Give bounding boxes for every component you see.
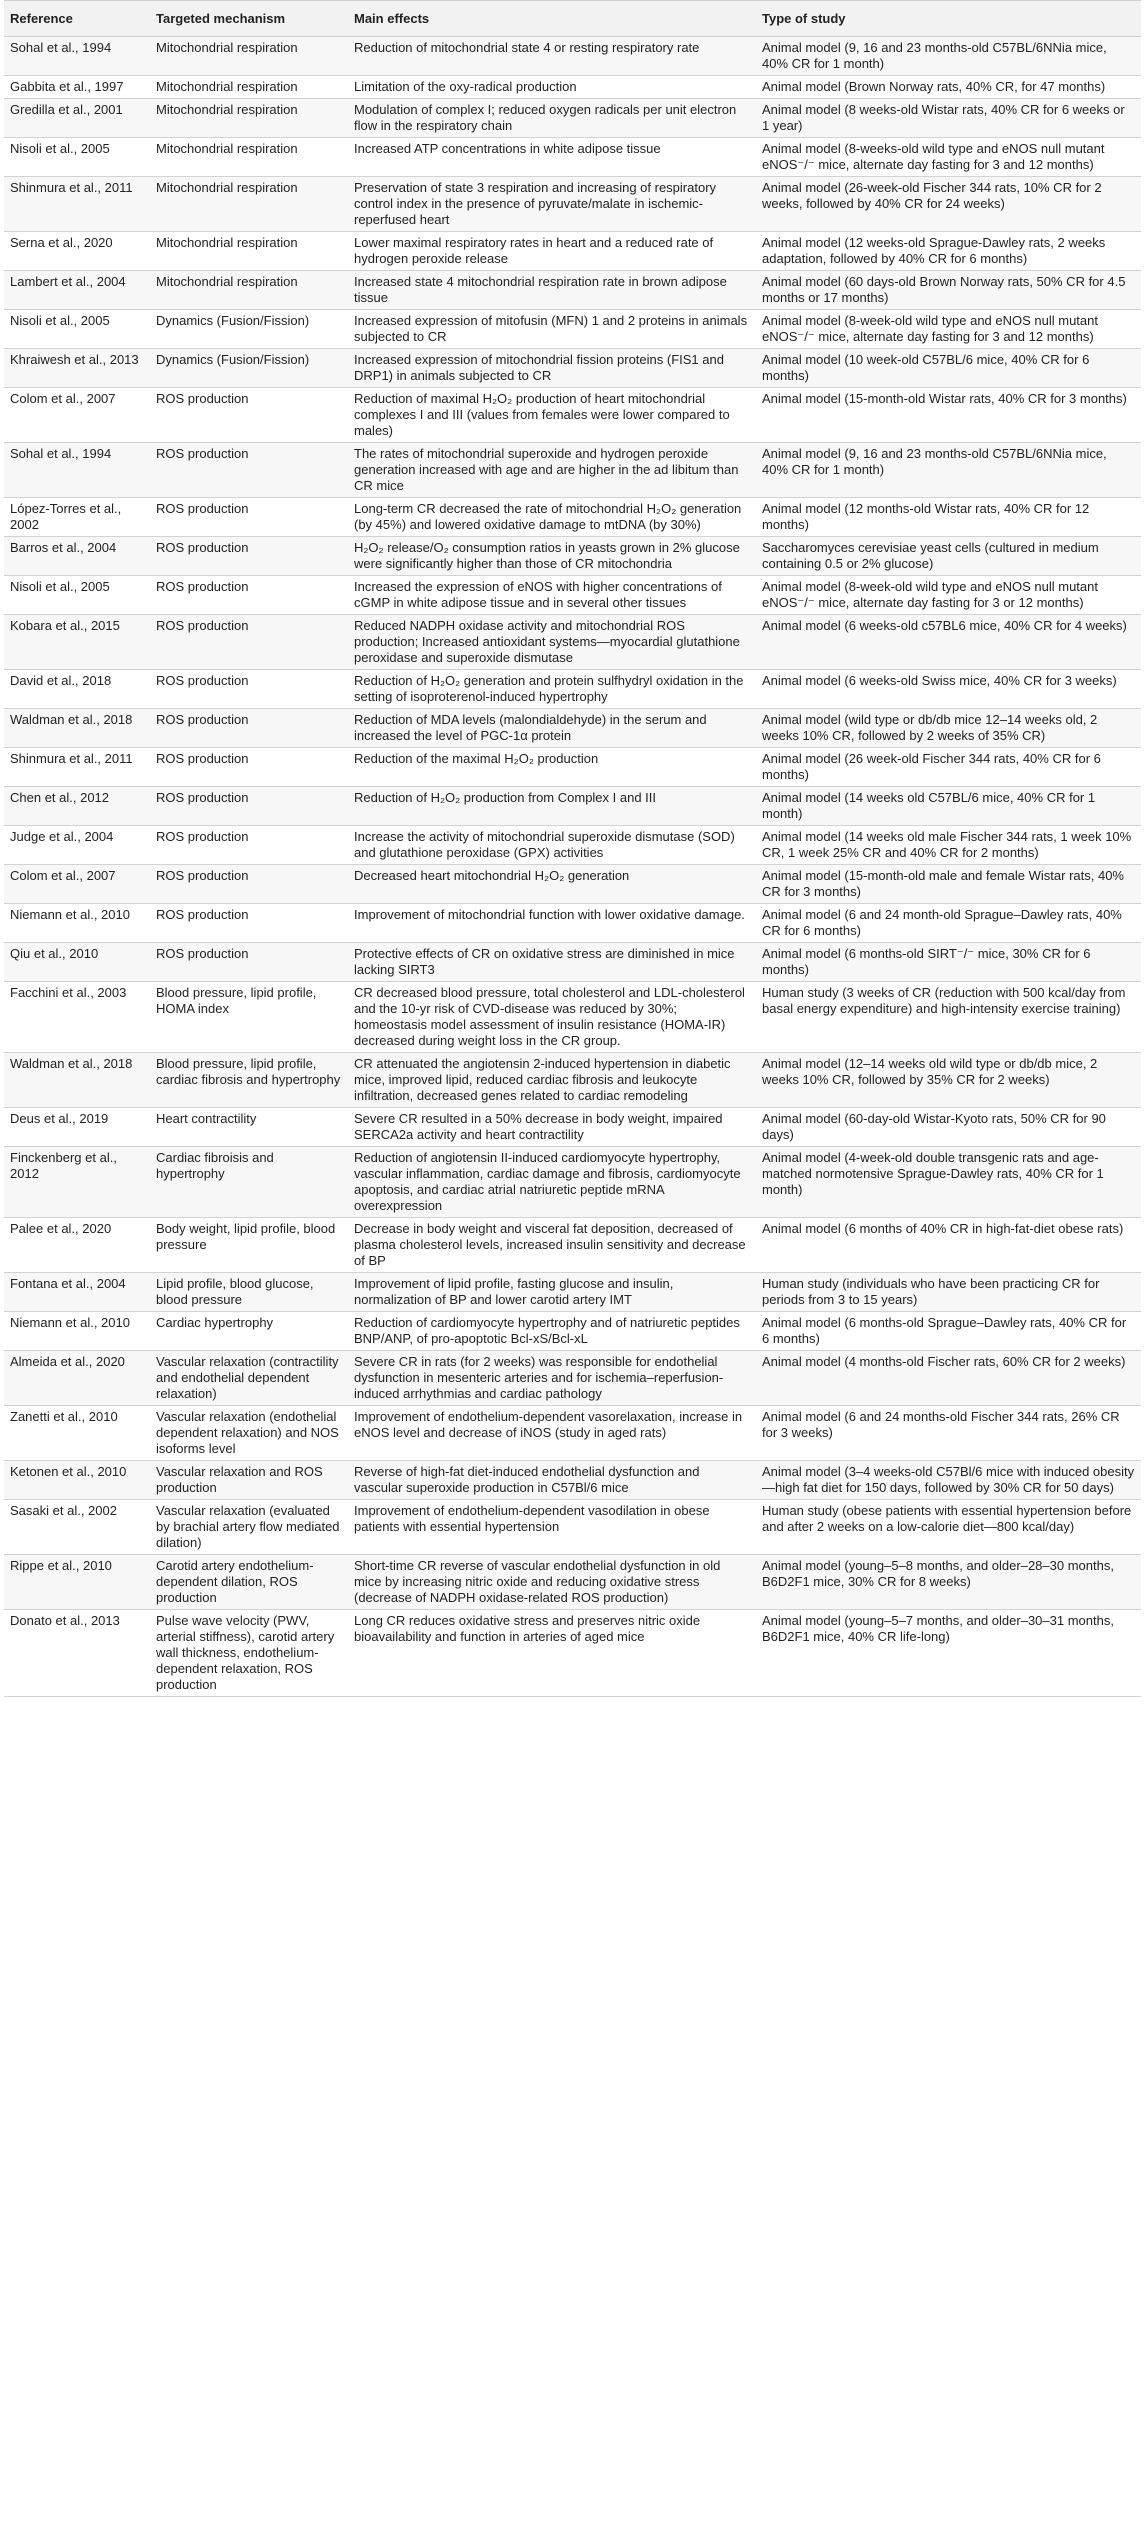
cell-reference: Deus et al., 2019: [4, 1108, 150, 1147]
cell-main-effects: Protective effects of CR on oxidative stress are diminished in mice lacking SIRT3: [348, 943, 756, 982]
cell-reference: López-Torres et al., 2002: [4, 498, 150, 537]
cell-reference: Judge et al., 2004: [4, 826, 150, 865]
table-row: [4, 1312, 1141, 1351]
cell-main-effects: Reduction of mitochondrial state 4 or resting respiratory rate: [348, 37, 756, 76]
table-row: [4, 709, 1141, 748]
cell-reference: Sohal et al., 1994: [4, 37, 150, 76]
table-row: [4, 349, 1141, 388]
cell-type-of-study: Animal model (26 week-old Fischer 344 rats, 40% CR for 6 months): [756, 748, 1141, 787]
cell-type-of-study: Saccharomyces cerevisiae yeast cells (cultured in medium containing 0.5 or 2% glucose): [756, 537, 1141, 576]
cell-mechanism: ROS production: [150, 498, 348, 537]
cell-reference: Shinmura et al., 2011: [4, 177, 150, 232]
cell-mechanism: Heart contractility: [150, 1108, 348, 1147]
table-row: [4, 37, 1141, 76]
cell-reference: Facchini et al., 2003: [4, 982, 150, 1053]
cell-type-of-study: Animal model (60 days-old Brown Norway rats, 50% CR for 4.5 months or 17 months): [756, 271, 1141, 310]
cell-main-effects: Severe CR in rats (for 2 weeks) was responsible for endothelial dysfunction in mesenteric arteries and for ischemia–reperfusion-induced arrhythmias and cardiac pathology: [348, 1351, 756, 1406]
cell-reference: Lambert et al., 2004: [4, 271, 150, 310]
header-targeted-mechanism: Targeted mechanism: [150, 1, 348, 37]
cell-mechanism: Blood pressure, lipid profile, HOMA index: [150, 982, 348, 1053]
cell-main-effects: Increase the activity of mitochondrial superoxide dismutase (SOD) and glutathione peroxidase (GPX) activities: [348, 826, 756, 865]
table-row: [4, 443, 1141, 498]
table-row: [4, 138, 1141, 177]
cell-mechanism: Mitochondrial respiration: [150, 177, 348, 232]
cell-type-of-study: Animal model (14 weeks old male Fischer 344 rats, 1 week 10% CR, 1 week 25% CR and 40% CR for 2 months): [756, 826, 1141, 865]
cell-type-of-study: Animal model (26-week-old Fischer 344 rats, 10% CR for 2 weeks, followed by 40% CR for 24 weeks): [756, 177, 1141, 232]
cell-mechanism: Cardiac fibroisis and hypertrophy: [150, 1147, 348, 1218]
cell-mechanism: ROS production: [150, 443, 348, 498]
table-row: [4, 748, 1141, 787]
cell-type-of-study: Animal model (3–4 weeks-old C57Bl/6 mice with induced obesity—high fat diet for 150 days, followed by 30% CR for 50 days): [756, 1461, 1141, 1500]
cell-main-effects: Reduction of angiotensin II-induced cardiomyocyte hypertrophy, vascular inflammation, cardiac damage and fibrosis, cardiomyocyte apoptosis, and cardiac atrial natriuretic peptide mRNA overexpression: [348, 1147, 756, 1218]
cell-type-of-study: Animal model (8 weeks-old Wistar rats, 40% CR for 6 weeks or 1 year): [756, 99, 1141, 138]
table-row: [4, 1555, 1141, 1610]
table-row: [4, 232, 1141, 271]
cell-mechanism: Dynamics (Fusion/Fission): [150, 310, 348, 349]
table-row: [4, 1053, 1141, 1108]
table-row: [4, 787, 1141, 826]
cell-reference: Chen et al., 2012: [4, 787, 150, 826]
table-row: [4, 1108, 1141, 1147]
cell-reference: Donato et al., 2013: [4, 1610, 150, 1697]
table-row: [4, 1218, 1141, 1273]
cell-mechanism: Mitochondrial respiration: [150, 138, 348, 177]
cell-mechanism: Mitochondrial respiration: [150, 271, 348, 310]
cell-reference: Almeida et al., 2020: [4, 1351, 150, 1406]
table-header: [4, 1, 1141, 37]
cell-reference: Sohal et al., 1994: [4, 443, 150, 498]
cell-mechanism: ROS production: [150, 576, 348, 615]
cell-main-effects: Increased ATP concentrations in white adipose tissue: [348, 138, 756, 177]
table-row: [4, 537, 1141, 576]
cell-type-of-study: Animal model (8-weeks-old wild type and eNOS null mutant eNOS⁻/⁻ mice, alternate day fasting for 3 and 12 months): [756, 138, 1141, 177]
header-row: [4, 1, 1141, 37]
cell-mechanism: Mitochondrial respiration: [150, 99, 348, 138]
cell-type-of-study: Animal model (6 weeks-old Swiss mice, 40% CR for 3 weeks): [756, 670, 1141, 709]
cell-type-of-study: Animal model (8-week-old wild type and eNOS null mutant eNOS⁻/⁻ mice, alternate day fasting for 3 and 12 months): [756, 310, 1141, 349]
cell-type-of-study: Animal model (6 and 24 months-old Fischer 344 rats, 26% CR for 3 weeks): [756, 1406, 1141, 1461]
cell-reference: Sasaki et al., 2002: [4, 1500, 150, 1555]
cell-main-effects: Long-term CR decreased the rate of mitochondrial H₂O₂ generation (by 45%) and lowered oxidative damage to mtDNA (by 30%): [348, 498, 756, 537]
cell-mechanism: Vascular relaxation (endothelial dependent relaxation) and NOS isoforms level: [150, 1406, 348, 1461]
table-row: [4, 1610, 1141, 1697]
cell-main-effects: Increased expression of mitochondrial fission proteins (FIS1 and DRP1) in animals subjected to CR: [348, 349, 756, 388]
cell-main-effects: Increased state 4 mitochondrial respiration rate in brown adipose tissue: [348, 271, 756, 310]
table-row: [4, 1461, 1141, 1500]
table-row: [4, 1500, 1141, 1555]
cell-reference: David et al., 2018: [4, 670, 150, 709]
cell-mechanism: ROS production: [150, 670, 348, 709]
cell-reference: Nisoli et al., 2005: [4, 310, 150, 349]
data-table: [4, 0, 1141, 1697]
cell-mechanism: ROS production: [150, 709, 348, 748]
cell-main-effects: Reduction of maximal H₂O₂ production of heart mitochondrial complexes I and III (values from females were lower compared to males): [348, 388, 756, 443]
table-row: [4, 177, 1141, 232]
cell-main-effects: CR attenuated the angiotensin 2-induced hypertension in diabetic mice, improved lipid, reduced cardiac fibrosis and leukocyte infiltration, decreased genes related to cardiac remodeling: [348, 1053, 756, 1108]
table-row: [4, 99, 1141, 138]
cell-mechanism: Vascular relaxation (evaluated by brachial artery flow mediated dilation): [150, 1500, 348, 1555]
header-reference: Reference: [4, 1, 150, 37]
cell-main-effects: Improvement of endothelium-dependent vasodilation in obese patients with essential hypertension: [348, 1500, 756, 1555]
cell-reference: Shinmura et al., 2011: [4, 748, 150, 787]
cell-type-of-study: Animal model (15-month-old male and female Wistar rats, 40% CR for 3 months): [756, 865, 1141, 904]
cell-reference: Nisoli et al., 2005: [4, 576, 150, 615]
cell-reference: Barros et al., 2004: [4, 537, 150, 576]
cell-reference: Waldman et al., 2018: [4, 1053, 150, 1108]
cell-type-of-study: Animal model (12 weeks-old Sprague-Dawley rats, 2 weeks adaptation, followed by 40% CR for 6 months): [756, 232, 1141, 271]
cell-mechanism: Vascular relaxation (contractility and endothelial dependent relaxation): [150, 1351, 348, 1406]
cell-main-effects: Decrease in body weight and visceral fat deposition, decreased of plasma cholesterol levels, increased insulin sensitivity and decrease of BP: [348, 1218, 756, 1273]
cell-main-effects: Improvement of endothelium-dependent vasorelaxation, increase in eNOS level and decrease of iNOS (study in aged rats): [348, 1406, 756, 1461]
cell-main-effects: Reduction of cardiomyocyte hypertrophy and of natriuretic peptides BNP/ANP, of pro-apoptotic Bcl-xS/Bcl-xL: [348, 1312, 756, 1351]
cell-reference: Gabbita et al., 1997: [4, 76, 150, 99]
cell-main-effects: Reduction of MDA levels (malondialdehyde) in the serum and increased the level of PGC-1α protein: [348, 709, 756, 748]
table-row: [4, 576, 1141, 615]
table-row: [4, 76, 1141, 99]
cell-main-effects: Decreased heart mitochondrial H₂O₂ generation: [348, 865, 756, 904]
cell-type-of-study: Animal model (young–5–8 months, and older–28–30 months, B6D2F1 mice, 30% CR for 8 weeks): [756, 1555, 1141, 1610]
table-row: [4, 310, 1141, 349]
cell-reference: Khraiwesh et al., 2013: [4, 349, 150, 388]
cell-reference: Gredilla et al., 2001: [4, 99, 150, 138]
cell-main-effects: Reverse of high-fat diet-induced endothelial dysfunction and vascular superoxide production in C57Bl/6 mice: [348, 1461, 756, 1500]
cell-type-of-study: Animal model (9, 16 and 23 months-old C57BL/6NNia mice, 40% CR for 1 month): [756, 443, 1141, 498]
cell-mechanism: Dynamics (Fusion/Fission): [150, 349, 348, 388]
cell-mechanism: ROS production: [150, 865, 348, 904]
cell-mechanism: Blood pressure, lipid profile, cardiac fibrosis and hypertrophy: [150, 1053, 348, 1108]
cell-type-of-study: Animal model (6 months-old Sprague–Dawley rats, 40% CR for 6 months): [756, 1312, 1141, 1351]
header-main-effects: Main effects: [348, 1, 756, 37]
cell-reference: Colom et al., 2007: [4, 865, 150, 904]
cell-mechanism: Cardiac hypertrophy: [150, 1312, 348, 1351]
cell-reference: Ketonen et al., 2010: [4, 1461, 150, 1500]
table-row: [4, 1273, 1141, 1312]
cell-type-of-study: Animal model (Brown Norway rats, 40% CR, for 47 months): [756, 76, 1141, 99]
cell-main-effects: Limitation of the oxy-radical production: [348, 76, 756, 99]
cell-main-effects: Lower maximal respiratory rates in heart and a reduced rate of hydrogen peroxide release: [348, 232, 756, 271]
cell-mechanism: Vascular relaxation and ROS production: [150, 1461, 348, 1500]
table-container: [4, 0, 1141, 1697]
cell-reference: Rippe et al., 2010: [4, 1555, 150, 1610]
cell-type-of-study: Human study (individuals who have been practicing CR for periods from 3 to 15 years): [756, 1273, 1141, 1312]
cell-reference: Colom et al., 2007: [4, 388, 150, 443]
cell-reference: Qiu et al., 2010: [4, 943, 150, 982]
cell-main-effects: Severe CR resulted in a 50% decrease in body weight, impaired SERCA2a activity and heart contractility: [348, 1108, 756, 1147]
cell-mechanism: ROS production: [150, 904, 348, 943]
cell-mechanism: ROS production: [150, 388, 348, 443]
table-row: [4, 670, 1141, 709]
cell-main-effects: Short-time CR reverse of vascular endothelial dysfunction in old mice by increasing nitric oxide and reducing oxidative stress (decrease of NADPH oxidase-related ROS production): [348, 1555, 756, 1610]
cell-type-of-study: Animal model (6 months of 40% CR in high-fat-diet obese rats): [756, 1218, 1141, 1273]
table-row: [4, 1351, 1141, 1406]
cell-main-effects: The rates of mitochondrial superoxide and hydrogen peroxide generation increased with age and are higher in the ad libitum than CR mice: [348, 443, 756, 498]
cell-mechanism: Body weight, lipid profile, blood pressure: [150, 1218, 348, 1273]
cell-mechanism: Lipid profile, blood glucose, blood pressure: [150, 1273, 348, 1312]
cell-mechanism: Carotid artery endothelium-dependent dilation, ROS production: [150, 1555, 348, 1610]
cell-main-effects: Improvement of lipid profile, fasting glucose and insulin, normalization of BP and lower carotid artery IMT: [348, 1273, 756, 1312]
cell-main-effects: Increased expression of mitofusin (MFN) 1 and 2 proteins in animals subjected to CR: [348, 310, 756, 349]
cell-type-of-study: Animal model (6 weeks-old c57BL6 mice, 40% CR for 4 weeks): [756, 615, 1141, 670]
table-row: [4, 498, 1141, 537]
cell-type-of-study: Animal model (12–14 weeks old wild type or db/db mice, 2 weeks 10% CR, followed by 35% CR for 2 weeks): [756, 1053, 1141, 1108]
table-row: [4, 943, 1141, 982]
cell-mechanism: ROS production: [150, 787, 348, 826]
cell-main-effects: Long CR reduces oxidative stress and preserves nitric oxide bioavailability and function in arteries of aged mice: [348, 1610, 756, 1697]
cell-main-effects: Increased the expression of eNOS with higher concentrations of cGMP in white adipose tissue and in several other tissues: [348, 576, 756, 615]
cell-mechanism: ROS production: [150, 943, 348, 982]
table-row: [4, 388, 1141, 443]
cell-mechanism: ROS production: [150, 537, 348, 576]
cell-type-of-study: Animal model (10 week-old C57BL/6 mice, 40% CR for 6 months): [756, 349, 1141, 388]
cell-type-of-study: Animal model (12 months-old Wistar rats, 40% CR for 12 months): [756, 498, 1141, 537]
table-row: [4, 904, 1141, 943]
table-row: [4, 1147, 1141, 1218]
cell-mechanism: ROS production: [150, 615, 348, 670]
table-row: [4, 826, 1141, 865]
cell-reference: Finckenberg et al., 2012: [4, 1147, 150, 1218]
cell-mechanism: Mitochondrial respiration: [150, 232, 348, 271]
cell-reference: Serna et al., 2020: [4, 232, 150, 271]
cell-type-of-study: Animal model (4-week-old double transgenic rats and age-matched normotensive Sprague-Dawley rats, 40% CR for 1 month): [756, 1147, 1141, 1218]
cell-reference: Niemann et al., 2010: [4, 904, 150, 943]
cell-mechanism: Pulse wave velocity (PWV, arterial stiffness), carotid artery wall thickness, endothelium-dependent relaxation, ROS production: [150, 1610, 348, 1697]
cell-main-effects: H₂O₂ release/O₂ consumption ratios in yeasts grown in 2% glucose were significantly higher than those of CR mitochondria: [348, 537, 756, 576]
cell-mechanism: ROS production: [150, 748, 348, 787]
cell-mechanism: ROS production: [150, 826, 348, 865]
cell-reference: Palee et al., 2020: [4, 1218, 150, 1273]
cell-type-of-study: Animal model (15-month-old Wistar rats, 40% CR for 3 months): [756, 388, 1141, 443]
cell-main-effects: Reduction of H₂O₂ generation and protein sulfhydryl oxidation in the setting of isoproterenol-induced hypertrophy: [348, 670, 756, 709]
cell-reference: Kobara et al., 2015: [4, 615, 150, 670]
table-row: [4, 271, 1141, 310]
cell-main-effects: Reduction of H₂O₂ production from Complex I and III: [348, 787, 756, 826]
table-row: [4, 615, 1141, 670]
cell-type-of-study: Animal model (6 months-old SIRT⁻/⁻ mice, 30% CR for 6 months): [756, 943, 1141, 982]
cell-reference: Fontana et al., 2004: [4, 1273, 150, 1312]
cell-type-of-study: Animal model (young–5–7 months, and older–30–31 months, B6D2F1 mice, 40% CR life-long): [756, 1610, 1141, 1697]
cell-type-of-study: Animal model (4 months-old Fischer rats, 60% CR for 2 weeks): [756, 1351, 1141, 1406]
cell-type-of-study: Animal model (9, 16 and 23 months-old C57BL/6NNia mice, 40% CR for 1 month): [756, 37, 1141, 76]
cell-type-of-study: Animal model (14 weeks old C57BL/6 mice, 40% CR for 1 month): [756, 787, 1141, 826]
table-row: [4, 1406, 1141, 1461]
cell-type-of-study: Human study (obese patients with essential hypertension before and after 2 weeks on a low-calorie diet—800 kcal/day): [756, 1500, 1141, 1555]
cell-reference: Nisoli et al., 2005: [4, 138, 150, 177]
cell-main-effects: Preservation of state 3 respiration and increasing of respiratory control index in the presence of pyruvate/malate in ischemic-reperfused heart: [348, 177, 756, 232]
cell-type-of-study: Human study (3 weeks of CR (reduction with 500 kcal/day from basal energy expenditure) and high-intensity exercise training): [756, 982, 1141, 1053]
table-body: [4, 37, 1141, 1697]
cell-main-effects: Reduction of the maximal H₂O₂ production: [348, 748, 756, 787]
cell-type-of-study: Animal model (60-day-old Wistar-Kyoto rats, 50% CR for 90 days): [756, 1108, 1141, 1147]
cell-main-effects: Improvement of mitochondrial function with lower oxidative damage.: [348, 904, 756, 943]
table-row: [4, 982, 1141, 1053]
cell-reference: Waldman et al., 2018: [4, 709, 150, 748]
cell-reference: Zanetti et al., 2010: [4, 1406, 150, 1461]
cell-type-of-study: Animal model (6 and 24 month-old Sprague–Dawley rats, 40% CR for 6 months): [756, 904, 1141, 943]
cell-reference: Niemann et al., 2010: [4, 1312, 150, 1351]
cell-main-effects: Reduced NADPH oxidase activity and mitochondrial ROS production; Increased antioxidant systems—myocardial glutathione peroxidase and superoxide dismutase: [348, 615, 756, 670]
cell-mechanism: Mitochondrial respiration: [150, 76, 348, 99]
cell-type-of-study: Animal model (8-week-old wild type and eNOS null mutant eNOS⁻/⁻ mice, alternate day fasting for 3 or 12 months): [756, 576, 1141, 615]
cell-mechanism: Mitochondrial respiration: [150, 37, 348, 76]
header-type-of-study: Type of study: [756, 1, 1141, 37]
cell-main-effects: CR decreased blood pressure, total cholesterol and LDL-cholesterol and the 10-yr risk of CVD-disease was reduced by 30%; homeostasis model assessment of insulin resistance (HOMA-IR) decreased during weight loss in the CR group.: [348, 982, 756, 1053]
table-row: [4, 865, 1141, 904]
cell-type-of-study: Animal model (wild type or db/db mice 12–14 weeks old, 2 weeks 10% CR, followed by 2 weeks of 35% CR): [756, 709, 1141, 748]
cell-main-effects: Modulation of complex I; reduced oxygen radicals per unit electron flow in the respiratory chain: [348, 99, 756, 138]
